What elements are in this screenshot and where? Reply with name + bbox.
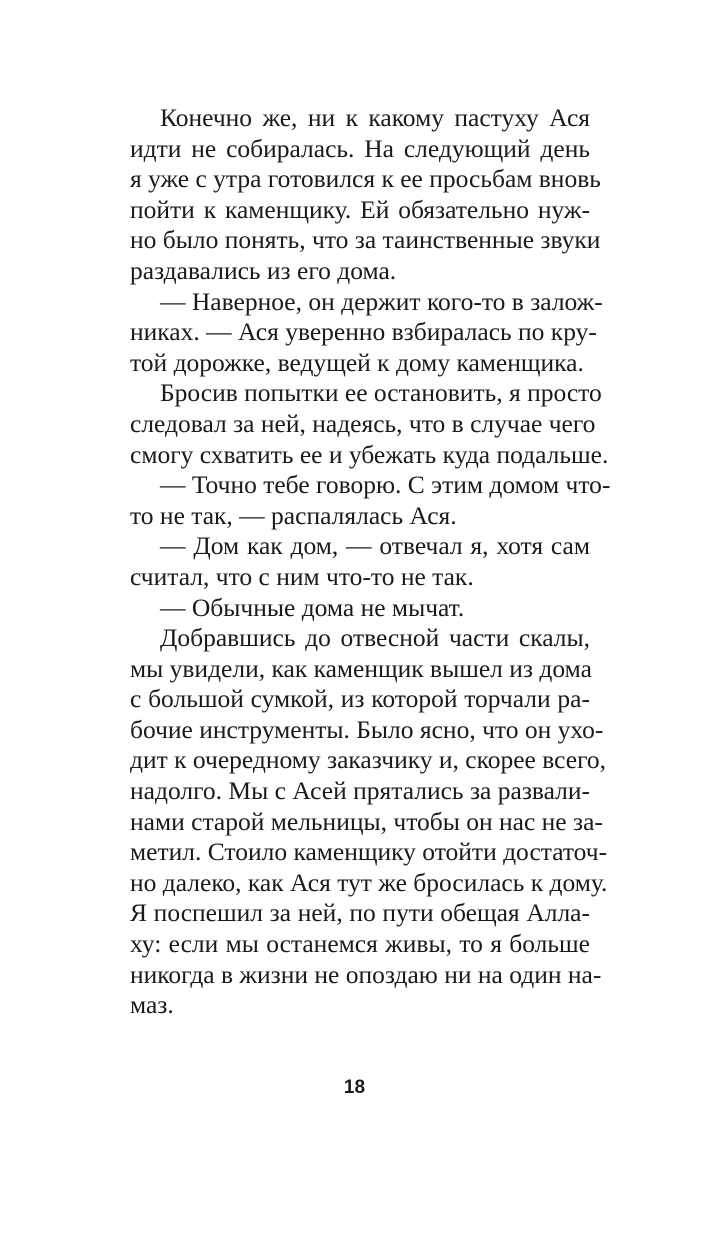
text-line: — Дом как дом, — отвечал я, хотя сам bbox=[160, 531, 590, 561]
text-line: никах. — Ася уверенно взбиралась по кру- bbox=[130, 317, 597, 347]
text-line: Я поспешил за ней, по пути обещая Алла- bbox=[130, 898, 590, 928]
text-line: — Обычные дома не мычат. bbox=[160, 592, 465, 622]
text-line: Конечно же, ни к какому пастуху Ася bbox=[160, 103, 590, 132]
text-line: считал, что с ним что-то не так. bbox=[130, 561, 474, 591]
text-line: нами старой мельницы, чтобы он нас не за- bbox=[130, 806, 603, 836]
text-line: но далеко, как Ася тут же бросилась к дому. bbox=[130, 867, 608, 897]
text-line: никогда в жизни не опоздаю ни на один на- bbox=[130, 959, 602, 989]
text-line: — Точно тебе говорю. С этим домом что- bbox=[160, 470, 611, 500]
text-line: той дорожке, ведущей к дому каменщика. bbox=[130, 347, 584, 377]
text-line: пойти к каменщику. Ей обязательно нуж- bbox=[130, 194, 590, 224]
text-line: — Наверное, он держит кого-то в залож- bbox=[160, 286, 603, 316]
text-line: то не так, — распалялась Ася. bbox=[130, 500, 457, 530]
text-line: раздавались из его дома. bbox=[130, 255, 397, 285]
text-line: смогу схватить ее и убежать куда подальше. bbox=[130, 439, 609, 469]
text-line: Добравшись до отвесной части скалы, bbox=[160, 623, 590, 653]
text-line: дит к очередному заказчику и, скорее всего, bbox=[130, 745, 607, 775]
text-line: маз. bbox=[130, 990, 174, 1020]
text-line: следовал за ней, надеясь, что в случае чего bbox=[130, 408, 596, 438]
text-line: я уже с утра готовился к ее просьбам вновь bbox=[130, 164, 601, 194]
text-line: бочие инструменты. Было ясно, что он ухо- bbox=[130, 714, 604, 744]
body-text bbox=[130, 103, 611, 1021]
text-line: ху: если мы останемся живы, то я больше bbox=[130, 929, 590, 959]
text-line: мы увидели, как каменщик вышел из дома bbox=[130, 653, 592, 683]
text-line: надолго. Мы с Асей прятались за развали- bbox=[130, 776, 590, 806]
text-line: Бросив попытки ее остановить, я просто bbox=[160, 378, 602, 408]
text-line: идти не собиралась. На следующий день bbox=[130, 133, 590, 163]
page-number: 18 bbox=[343, 1077, 366, 1098]
text-line: с большой сумкой, из которой торчали ра- bbox=[130, 684, 590, 714]
text-line: метил. Стоило каменщику отойти достаточ- bbox=[130, 837, 608, 867]
text-line: но было понять, что за таинственные звуки bbox=[130, 225, 601, 255]
